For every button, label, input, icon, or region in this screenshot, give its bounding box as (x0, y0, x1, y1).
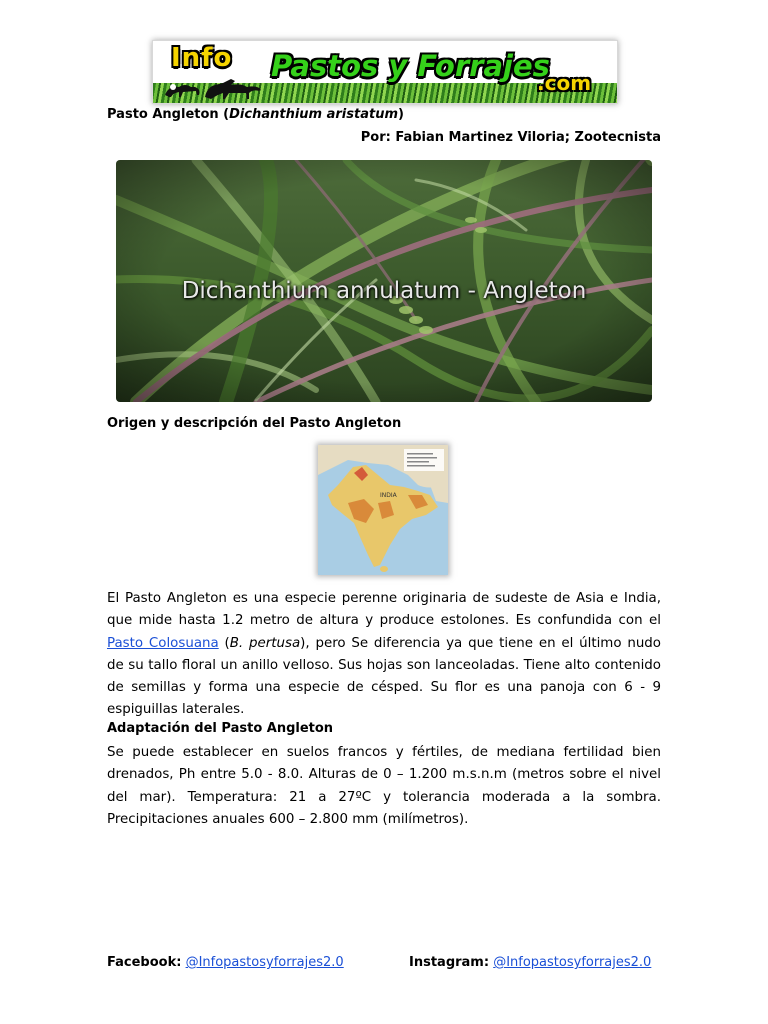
footer-facebook (107, 955, 344, 970)
adaptacion-paragraph: Se puede establecer en suelos francos y fértiles, de mediana fertilidad bien drenados, Ph entre 5.0 - 8.0. Alturas de 0 – 1.200 m.s.n.m (metros sobre el nivel del mar). Temperatura: 21 a 27ºC y tolerancia moderada a la sombra. Precipitaciones anuales 600 – 2.800 mm (milímetros). (107, 745, 661, 827)
section-heading-adaptacion: Adaptación del Pasto Angleton (107, 721, 334, 736)
title-prefix: Pasto Angleton ( (107, 107, 230, 122)
facebook-link[interactable]: @Infopastosyforrajes2.0 (185, 955, 344, 970)
origen-text-2: ( (218, 635, 230, 651)
site-logo (152, 40, 618, 104)
title-suffix: ) (398, 107, 404, 122)
india-map-image (318, 445, 448, 575)
logo-text-main: Pastos y Forrajes (271, 49, 550, 83)
origen-paragraph (107, 588, 661, 722)
document-title (107, 107, 404, 122)
instagram-link[interactable]: @Infopastosyforrajes2.0 (493, 955, 652, 970)
origen-text-1: El Pasto Angleton es una especie perenne originaria de sudeste de Asia e India, que mide hasta 1.2 metro de altura y produce estolones. Es confundida con el (107, 591, 661, 629)
animals-silhouette-icon (161, 73, 271, 101)
pasto-colosuana-link[interactable]: Pasto Colosuana (107, 635, 219, 651)
section-heading-origen: Origen y descripción del Pasto Angleton (107, 416, 402, 431)
footer-instagram (409, 955, 651, 970)
title-species: Dichanthium aristatum (229, 107, 398, 122)
hero-caption: Dichanthium annulatum - Angleton (181, 278, 587, 304)
facebook-label: Facebook: (107, 955, 182, 970)
india-map-drawing (318, 445, 448, 575)
logo-text-com: .com (537, 71, 592, 95)
author-line: Por: Fabian Martinez Viloria; Zootecnista (360, 130, 661, 145)
logo-text-info: Info (171, 43, 233, 73)
origen-text-3: ), pero Se diferencia ya que tiene en el último nudo de su tallo floral un anillo velloso. Sus hojas son lanceoladas. Tiene alto contenido de semillas y forma una especie de césped. Su flor es una panoja con 6 - 9 espiguillas laterales. (107, 635, 661, 718)
hero-grass-photo (116, 160, 652, 402)
map-label-india: INDIA (380, 492, 397, 499)
instagram-label: Instagram: (409, 955, 490, 970)
origen-species: B. pertusa (229, 635, 301, 651)
